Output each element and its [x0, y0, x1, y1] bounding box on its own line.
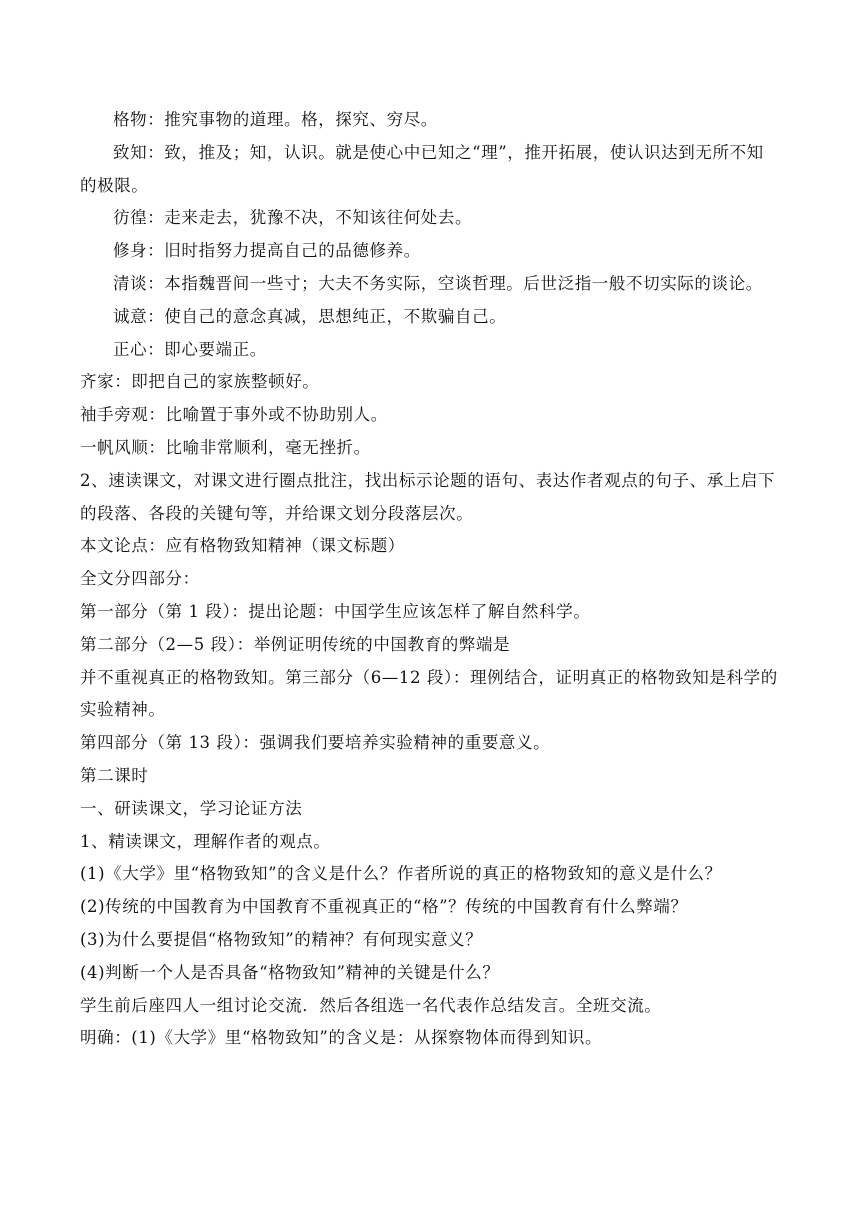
question-3: (3)为什么要提倡“格物致知”的精神？有何现实意义？ [80, 929, 483, 949]
document-body [80, 104, 785, 1055]
group-discussion-note: 学生前后座四人一组讨论交流．然后各组选一名代表作总结发言。全班交流。 [80, 995, 662, 1015]
gloss-zhengxin: 正心：即心要端正。 [113, 339, 267, 359]
thesis-statement: 本文论点：应有格物致知精神（课文标题） [80, 536, 405, 556]
gloss-xiushen: 修身：旧时指努力提高自己的品德修养。 [113, 241, 421, 261]
gloss-gewu: 格物：推究事物的道理。格，探究、穷尽。 [113, 110, 438, 129]
structure-overview: 全文分四部分： [80, 569, 200, 589]
gloss-xiushou-pangguan: 袖手旁观：比喻置于事外或不协助别人。 [80, 405, 388, 425]
gloss-chengyi: 诚意：使自己的意念真减，思想纯正，不欺骗自己。 [113, 306, 507, 326]
structure-part-three: 并不重视真正的格物致知。第三部分（6—12 段）：理例结合，证明真正的格物致知是科学的 [80, 667, 778, 687]
structure-part-one: 第一部分（第 1 段）：提出论题：中国学生应该怎样了解自然科学。 [80, 601, 591, 621]
gloss-yifan-fengshun: 一帆风顺：比喻非常顺利，毫无挫折。 [80, 437, 371, 457]
question-4: (4)判断一个人是否具备“格物致知”精神的关键是什么？ [80, 962, 500, 982]
question-2: (2)传统的中国教育为中国教育不重视真正的“格”？传统的中国教育有什么弊端？ [80, 897, 688, 917]
task-2-speed-reading: 2、速读课文，对课文进行圈点批注，找出标示论题的语句、表达作者观点的句子、承上启下 [80, 470, 776, 490]
structure-part-three-continued: 实验精神。 [80, 700, 166, 720]
lesson-two-heading: 第二课时 [80, 765, 149, 785]
gloss-zhizhi: 致知：致，推及；知，认识。就是使心中已知之“理”，推开拓展，使认识达到无所不知 [113, 142, 764, 162]
structure-part-four: 第四部分（第 13 段）：强调我们要培养实验精神的重要意义。 [80, 733, 551, 753]
answer-1: 明确：(1)《大学》里“格物致知”的含义是：从探察物体而得到知识。 [80, 1028, 603, 1048]
task-1-close-reading: 1、精读课文，理解作者的观点。 [80, 831, 331, 851]
gloss-zhizhi-continued: 的极限。 [80, 175, 149, 195]
structure-part-two: 第二部分（2—5 段）：举例证明传统的中国教育的弊端是 [80, 634, 511, 654]
question-1: (1)《大学》里“格物致知”的含义是什么？作者所说的真正的格物致知的意义是什么？ [80, 864, 722, 884]
section-one-heading: 一、研读课文，学习论证方法 [80, 798, 303, 818]
gloss-qingtan: 清谈：本指魏晋间一些寸；大夫不务实际，空谈哲理。后世泛指一般不切实际的谈论。 [113, 273, 763, 293]
task-2-speed-reading-continued: 的段落、各段的关键句等，并给课文划分段落层次。 [80, 503, 474, 523]
gloss-panghuang: 彷徨：走来走去，犹豫不决，不知该往何处去。 [113, 208, 473, 228]
gloss-qijia: 齐家：即把自己的家族整顿好。 [80, 372, 320, 392]
